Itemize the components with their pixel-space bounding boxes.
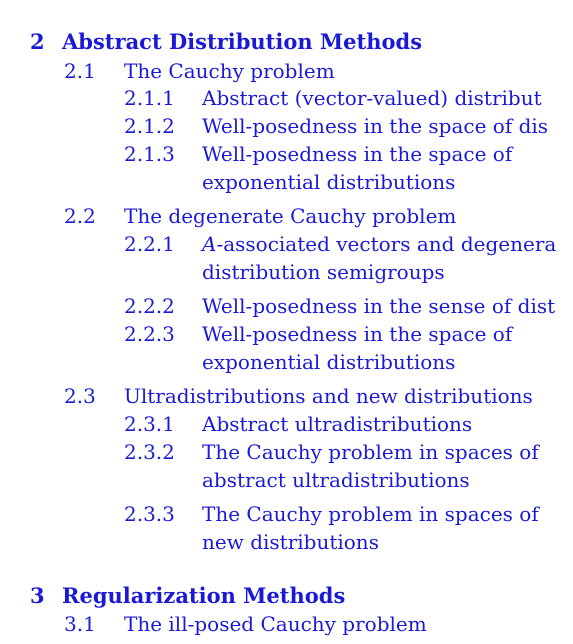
- section-title: Ultradistributions and new distributions: [124, 384, 533, 408]
- subsection-title: Well-posedness in the space of dis: [202, 114, 549, 138]
- subsection-number: 2.1.1: [124, 86, 175, 110]
- chapter-number: 3: [30, 583, 45, 608]
- section-number: 3.1: [64, 612, 96, 636]
- subsection-number: 2.1.3: [124, 142, 175, 166]
- subsection-title-continuation[interactable]: abstract ultradistributions: [202, 468, 470, 492]
- subsection-title-continuation[interactable]: exponential distributions: [202, 350, 456, 374]
- subsection-number: 2.2.3: [124, 322, 175, 346]
- subsection-title: Abstract ultradistributions: [202, 412, 473, 436]
- subsection-title: Well-posedness in the space of: [202, 322, 513, 346]
- subsection-title: Abstract (vector-valued) distribut: [202, 86, 542, 110]
- section-number: 2.1: [64, 59, 96, 83]
- subsection-number: 2.2.1: [124, 232, 175, 256]
- subsection-title: [202, 232, 556, 256]
- section-title: The degenerate Cauchy problem: [124, 204, 457, 228]
- section-title: The Cauchy problem: [124, 59, 335, 83]
- subsection-title-rest: -associated vectors and degenera: [216, 232, 557, 256]
- chapter-number: 2: [30, 29, 45, 54]
- subsection-number: 2.3.1: [124, 412, 175, 436]
- subsection-title: Well-posedness in the space of: [202, 142, 513, 166]
- subsection-number: 2.1.2: [124, 114, 175, 138]
- subsection-title-continuation[interactable]: new distributions: [202, 530, 379, 554]
- section-number: 2.3: [64, 384, 96, 408]
- subsection-title-continuation[interactable]: distribution semigroups: [202, 260, 445, 284]
- section-title: The ill-posed Cauchy problem: [124, 612, 427, 636]
- subsection-title: Well-posedness in the sense of dist: [202, 294, 556, 318]
- subsection-title-continuation[interactable]: exponential distributions: [202, 170, 456, 194]
- subsection-number: 2.3.2: [124, 440, 175, 464]
- section-number: 2.2: [64, 204, 96, 228]
- subsection-number: 2.2.2: [124, 294, 175, 318]
- subsection-title-italic-prefix: A: [202, 232, 217, 256]
- subsection-number: 2.3.3: [124, 502, 175, 526]
- subsection-title: The Cauchy problem in spaces of: [202, 440, 539, 464]
- subsection-title: The Cauchy problem in spaces of: [202, 502, 539, 526]
- chapter-title: Regularization Methods: [62, 583, 346, 608]
- chapter-title: Abstract Distribution Methods: [62, 29, 423, 54]
